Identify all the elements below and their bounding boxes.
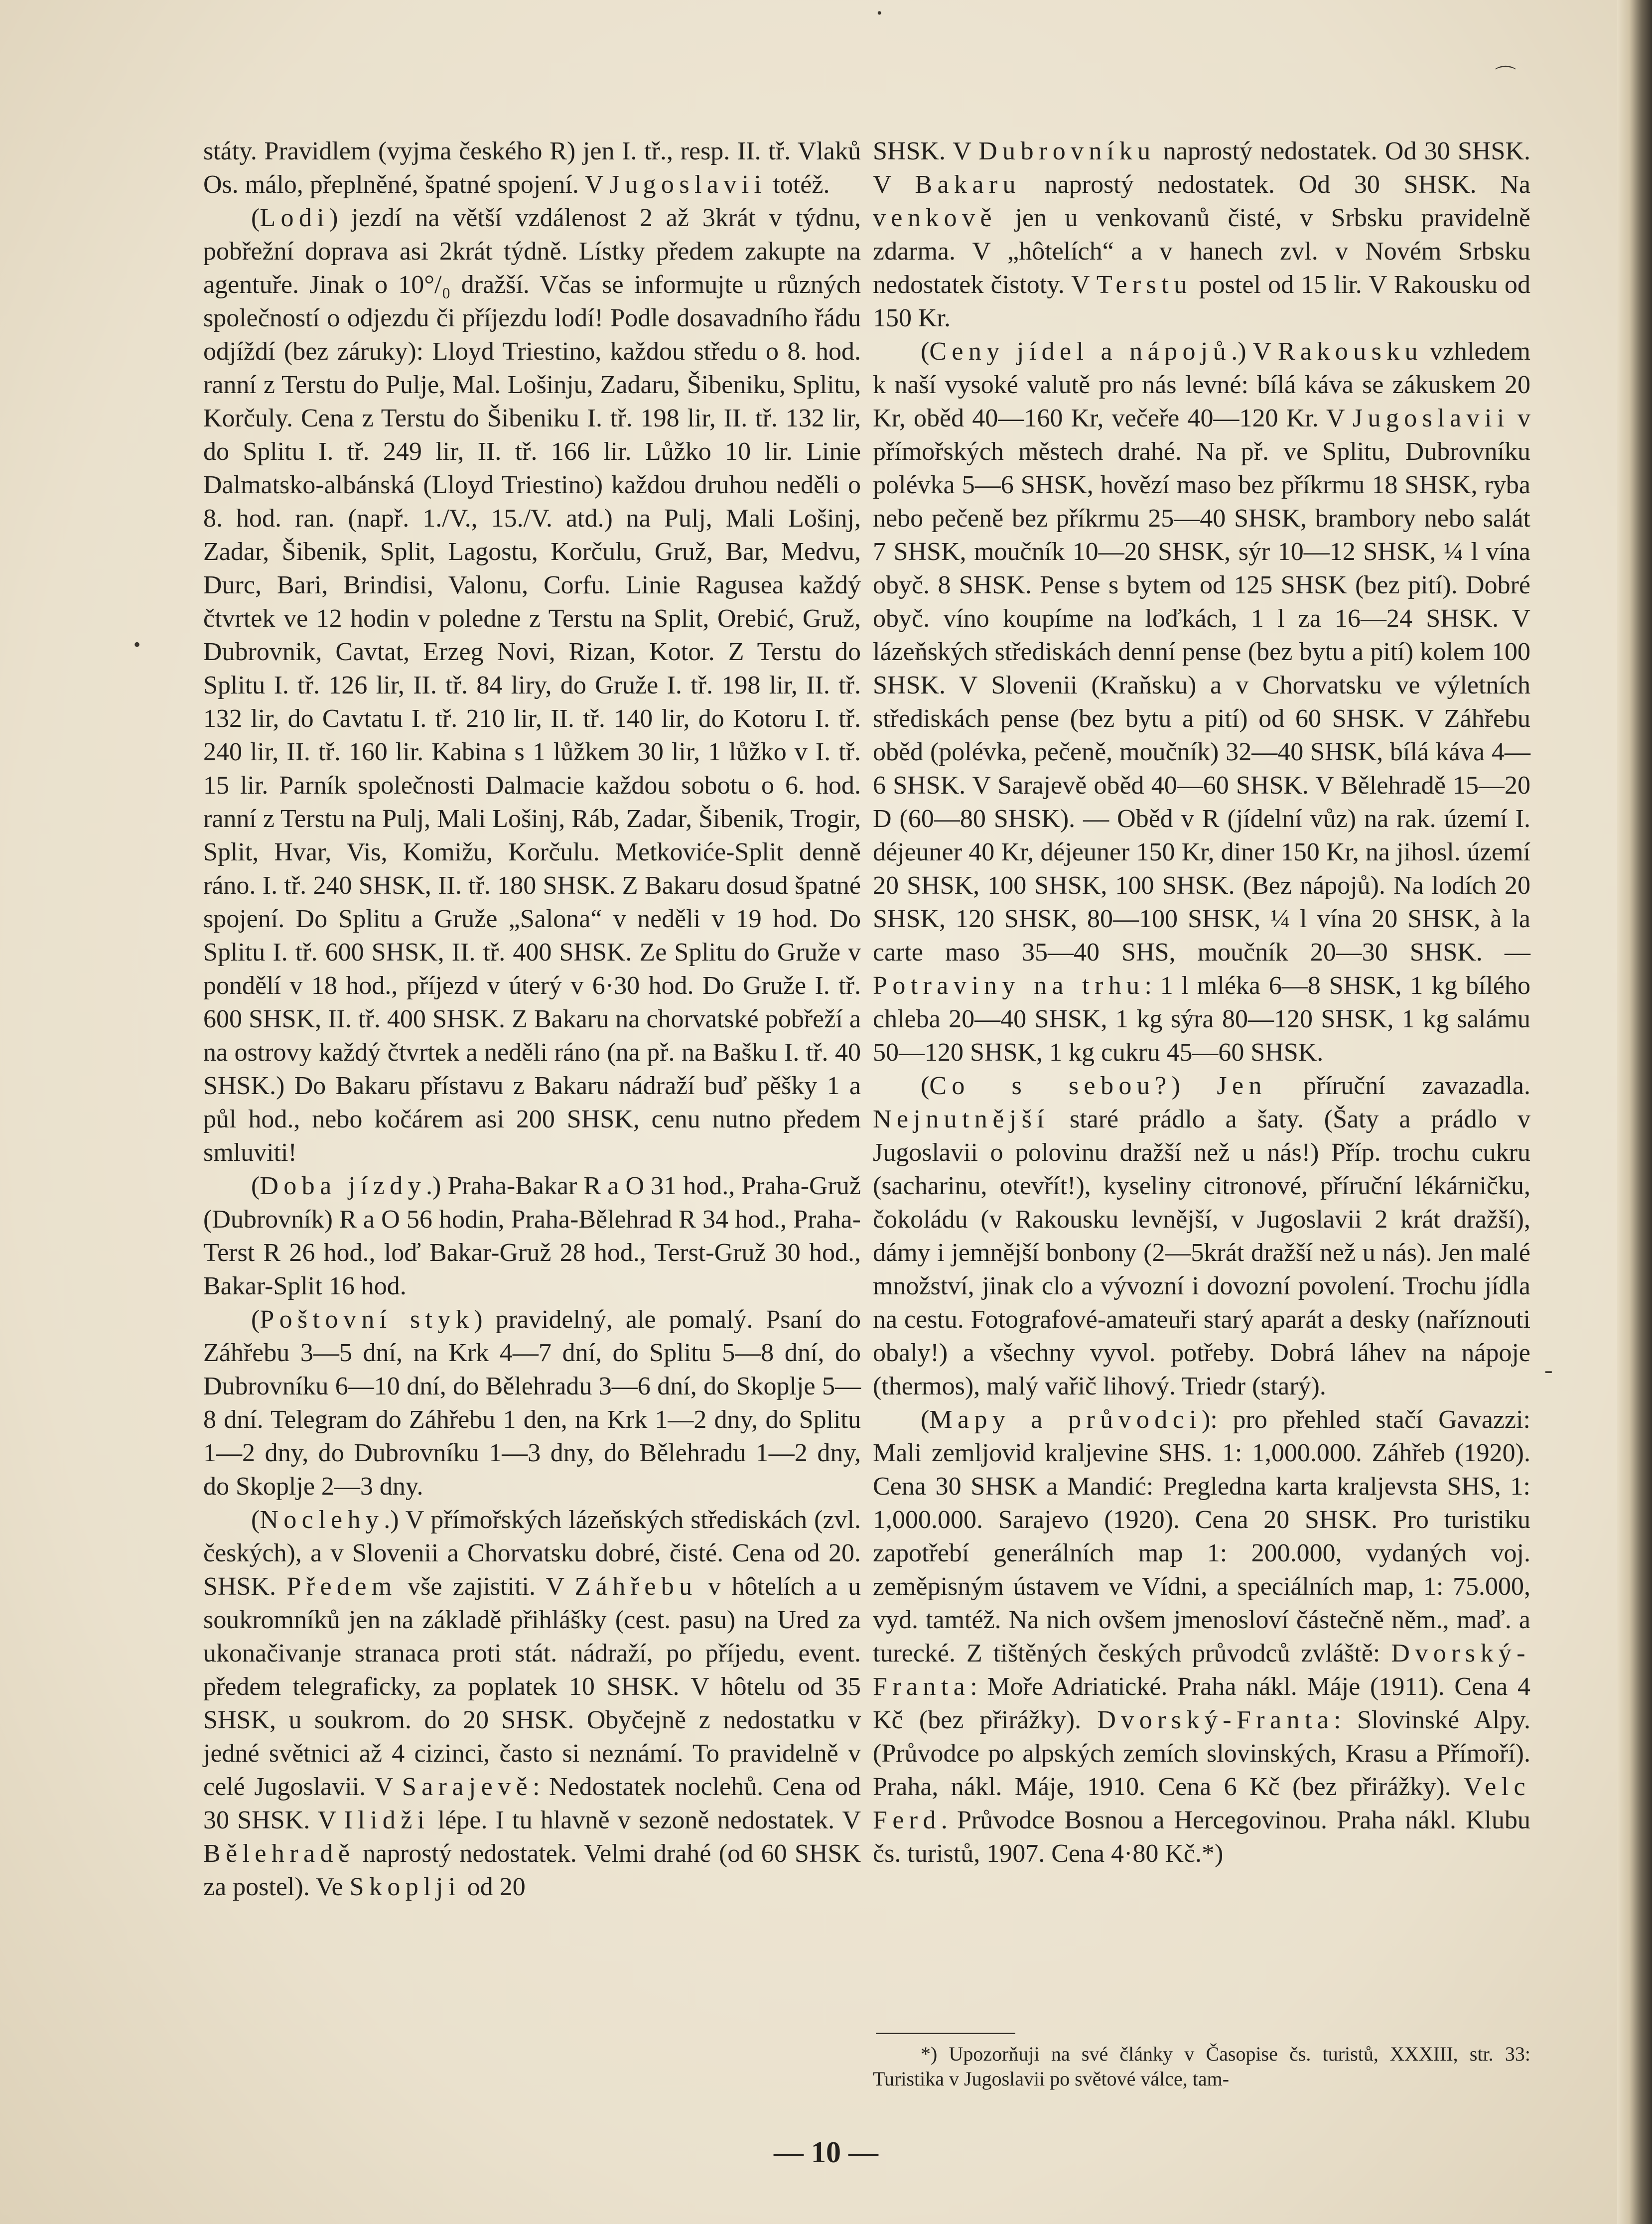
right-column <box>873 135 1530 1870</box>
spaced-emphasis: venkově <box>873 204 997 232</box>
spaced-emphasis: Předem <box>286 1572 397 1601</box>
spaced-emphasis: Dvorský-Franta <box>1097 1706 1334 1734</box>
spaced-emphasis: Velc Ferd <box>873 1773 1530 1834</box>
spaced-emphasis: Bělehradě <box>203 1839 355 1868</box>
spaced-emphasis: Jen <box>1217 1072 1267 1100</box>
paragraph: (Mapy a průvodci): pro přehled stačí Gavazzi: Mali zemljovid kraljevine SHS. 1: 1,000.000. Záhřeb (1920). Cena 30 SHSK a Mandić: Pregledna karta kraljevsta SHS, 1: 1,000.000. Sarajevo (1920). Cena 20 SHSK. Pro turistiku zapotřebí generálních map 1: 200.000, vydaných voj. zeměpisným ústavem ve Vídni, a speciálních map, 1: 75.000, vyd. tamtéž. Na nich ovšem jmenosloví částečně něm., maď. a turecké. Z tištěných českých průvodců zvláště: Dvorský-Franta: Moře Adriatické. Praha nákl. Máje (1911). Cena 4 Kč (bez přirážky). Dvorský-Franta: Slovinské Alpy. (Průvodce po alpských zemích slovinských, Krasu a Přímoří). Praha, nákl. Máje, 1910. Cena 6 Kč (bez přirážky). Velc Ferd. Průvodce Bosnou a Hercegovinou. Praha nákl. Klubu čs. turistů, 1907. Cena 4·80 Kč.*) <box>873 1405 1530 1868</box>
margin-dot: • <box>134 633 141 656</box>
spaced-emphasis: Dubrovníku <box>978 137 1156 165</box>
paragraph: (Ceny jídel a nápojů.) V Rakousku vzhledem k naší vysoké valutě pro nás levné: bílá káva se zákuskem 20 Kr, oběd 40—160 Kr, večeře 40—120 Kr. V Jugoslavii v přímořských městech drahé. Na př. ve Splitu, Dubrovníku polévka 5—6 SHSK, hovězí maso bez příkrmu 18 SHSK, ryba nebo pečeně bez příkrmu 25—40 SHSK, brambory nebo salát 7 SHSK, moučník 10—20 SHSK, sýr 10—12 SHSK, ¼ l vína obyč. 8 SHSK. Pense s bytem od 125 SHSK (bez pití). Dobré obyč. víno koupíme na loďkách, 1 l za 16—24 SHSK. V lázeňských střediskách denní pense (bez bytu a pití) kolem 100 SHSK. V Slovenii (Kraňsku) a v Chorvatsku ve výletních střediskách pense (bez bytu a pití) od 60 SHSK. V Záhřebu oběd (polévka, pečeně, moučník) 32—40 SHSK, bílá káva 4—6 SHSK. V Sarajevě oběd 40—60 SHSK. V Bělehradě 15—20 D (60—80 SHSK). — Oběd v R (jídelní vůz) na rak. území I. déjeuner 40 Kr, déjeuner 150 Kr, diner 150 Kr, na jihosl. území 20 SHSK, 100 SHSK, 100 SHSK. (Bez nápojů). Na lodích 20 SHSK, 120 SHSK, 80—100 SHSK, ¼ l vína 20 SHSK, à la carte maso 35—40 SHS, moučník 20—30 SHSK. — Potraviny na trhu: 1 l mléka 6—8 SHSK, 1 kg bílého chleba 20—40 SHSK, 1 kg sýra 80—120 SHSK, 1 kg salámu 50—120 SHSK, 1 kg cukru 45—60 SHSK. <box>873 337 1531 1067</box>
spaced-emphasis: Jugoslavii <box>609 170 767 199</box>
spaced-emphasis: Ilidži <box>344 1806 430 1834</box>
spaced-emphasis: Mapy a průvodci <box>929 1405 1202 1434</box>
margin-dash: - <box>1544 1356 1553 1384</box>
paragraph: (Doba jízdy.) Praha-Bakar R a O 31 hod., Praha-Gruž (Dubrovník) R a O 56 hodin, Praha-Bělehrad R 34 hod., Praha-Terst R 26 hod., loď Bakar-Gruž 28 hod., Terst-Gruž 30 hod., Bakar-Split 16 hod. <box>203 1172 861 1300</box>
spaced-emphasis: Bakaru <box>915 170 1021 199</box>
left-column <box>203 135 861 1904</box>
spaced-emphasis: Noclehy <box>260 1506 384 1534</box>
pencil-mark: ⌒ <box>1495 65 1516 89</box>
page-spine <box>1617 0 1652 2224</box>
spaced-emphasis: Ceny jídel a nápojů <box>929 337 1232 366</box>
ink-dot: • <box>877 5 882 21</box>
spaced-emphasis: Skoplji <box>349 1873 461 1901</box>
paragraph: státy. Pravidlem (vyjma českého R) jen I. tř., resp. II. tř. Vlaků Os. málo, přeplněné, špatné spojení. V Jugoslavii totéž. <box>203 137 861 199</box>
spaced-emphasis: Záhřebu <box>574 1572 697 1601</box>
spaced-emphasis: Sarajevě <box>402 1773 533 1801</box>
spaced-emphasis: Lodi <box>260 204 330 232</box>
spaced-emphasis: Potraviny na trhu <box>873 972 1145 1000</box>
spaced-emphasis: Jugoslavii <box>1352 404 1510 432</box>
paragraph: (Poštovní styk) pravidelný, ale pomalý. Psaní do Záhřebu 3—5 dní, na Krk 4—7 dní, do Splitu 5—8 dní, do Dubrovníku 6—10 dní, do Bělehradu 3—6 dní, do Skoplje 5—8 dní. Telegram do Záhřebu 1 den, na Krk 1—2 dny, do Splitu 1—2 dny, do Dubrovníku 1—3 dny, do Bělehradu 1—2 dny, do Skoplje 2—3 dny. <box>203 1305 861 1501</box>
spaced-emphasis: Terstu <box>1096 271 1192 299</box>
spaced-emphasis: Poštovní styk <box>260 1305 474 1334</box>
spaced-emphasis: Nejnutnější <box>873 1105 1050 1133</box>
spaced-emphasis: Doba jízdy <box>260 1172 426 1200</box>
spaced-emphasis: Co s sebou? <box>929 1072 1172 1100</box>
paragraph: SHSK. V Dubrovníku naprostý nedostatek. Od 30 SHSK. V Bakaru naprostý nedostatek. Od 30 SHSK. Na venkově jen u venkovanů čisté, v Srbsku pravidelně zdarma. V „hôtelích“ a v hanech zvl. v Novém Srbsku nedostatek čistoty. V Terstu postel od 15 lir. V Rakousku od 150 Kr. <box>873 137 1530 332</box>
footnote <box>873 2042 1530 2091</box>
spaced-emphasis: Rakousku <box>1277 337 1423 366</box>
page-number: — 10 — <box>774 2136 878 2169</box>
footnote-divider <box>876 2033 1015 2034</box>
spaced-emphasis: Dvorský-Franta <box>873 1639 1530 1701</box>
footnote-text: *) Upozorňuji na své články v Časopise čs. turistů, XXXIII, str. 33: Turistika v Jugoslavii po světové válce, tam- <box>873 2043 1530 2090</box>
paragraph: (Noclehy.) V přímořských lázeňských střediskách (zvl. českých), a v Slovenii a Chorvatsku dobré, čisté. Cena od 20. SHSK. Předem vše zajistiti. V Záhřebu v hôtelích a u soukromníků jen na základě přihlášky (cest. pasu) na Ured za ukonačivanje stranaca proti stát. nádraží, po příjedu, event. předem telegraficky, za poplatek 10 SHSK. V hôtelu od 35 SHSK, u soukrom. do 20 SHSK. Obyčejně z nedostatku v jedné světnici až 4 cizinci, často si neznámí. To pravidelně v celé Jugoslavii. V Sarajevě: Nedostatek noclehů. Cena od 30 SHSK. V Ilidži lépe. I tu hlavně v sezoně nedostatek. V Bělehradě naprostý nedostatek. Velmi drahé (od 60 SHSK za postel). Ve Skoplji od 20 <box>203 1506 861 1901</box>
paragraph: (Lodi) jezdí na větší vzdálenost 2 až 3krát v týdnu, pobřežní doprava asi 2krát týdně. Lístky předem zakupte na agentuře. Jinak o 10°/₀ dražší. Včas se informujte u různých společností o odjezdu či příjezdu lodí! Podle dosavadního řádu odjíždí (bez záruky): Lloyd Triestino, každou středu o 8. hod. ranní z Terstu do Pulje, Mal. Lošinju, Zadaru, Šibeniku, Splitu, Korčuly. Cena z Terstu do Šibeniku I. tř. 198 lir, II. tř. 132 lir, do Splitu I. tř. 249 lir, II. tř. 166 lir. Lůžko 10 lir. Linie Dalmatsko-albánská (Lloyd Triestino) každou druhou neděli o 8. hod. ran. (např. 1./V., 15./V. atd.) na Pulj, Mali Lošinj, Zadar, Šibenik, Split, Lagostu, Korčulu, Gruž, Bar, Medvu, Durc, Bari, Brindisi, Valonu, Corfu. Linie Ragusea každý čtvrtek ve 12 hodin v poledne z Terstu na Split, Orebić, Gruž, Dubrovnik, Cavtat, Erzeg Novi, Rizan, Kotor. Z Terstu do Splitu I. tř. 126 lir, II. tř. 84 liry, do Gruže I. tř. 198 lir, II. tř. 132 lir, do Cavtatu I. tř. 210 lir, II. tř. 140 lir, do Kotoru I. tř. 240 lir, II. tř. 160 lir. Kabina s 1 lůžkem 30 lir, 1 lůžko v I. tř. 15 lir. Parník společnosti Dalmacie každou sobotu o 6. hod. ranní z Terstu na Pulj, Mali Lošinj, Ráb, Zadar, Šibenik, Trogir, Split, Hvar, Vis, Komižu, Korčulu. Metkoviće-Split denně ráno. I. tř. 240 SHSK, II. tř. 180 SHSK. Z Bakaru dosud špatné spojení. Do Splitu a Gruže „Salona“ v neděli v 19 hod. Do Splitu I. tř. 600 SHSK, II. tř. 400 SHSK. Ze Splitu do Gruže v pondělí v 18 hod., příjezd v úterý v 6·30 hod. Do Gruže I. tř. 600 SHSK, II. tř. 400 SHSK. Z Bakaru na chorvatské pobřeží a na ostrovy každý čtvrtek a neděli ráno (na př. na Bašku I. tř. 40 SHSK.) Do Bakaru přístavu z Bakaru nádraží buď pěšky 1 a půl hod., nebo kočárem asi 200 SHSK, cenu nutno předem smluviti! <box>203 204 861 1167</box>
paragraph: (Co s sebou?) Jen příruční zavazadla. Nejnutnější staré prádlo a šaty. (Šaty a prádlo v Jugoslavii o polovinu dražší než u nás!) Příp. trochu cukru (sacharinu, otevřít!), kyseliny citronové, příruční lékárničku, čokoládu (v Rakousku levnější, v Jugoslavii 2 krát dražší), dámy i jemnější bonbony (2—5krát dražší než u nás). Jen malé množství, jinak clo a vývozní i dovozní povolení. Trochu jídla na cestu. Fotografové-amateuři starý aparát a desky (naříznouti obaly!) a všechny vyvol. potřeby. Dobrá láhev na nápoje (thermos), malý vařič lihový. Triedr (starý). <box>873 1072 1530 1400</box>
